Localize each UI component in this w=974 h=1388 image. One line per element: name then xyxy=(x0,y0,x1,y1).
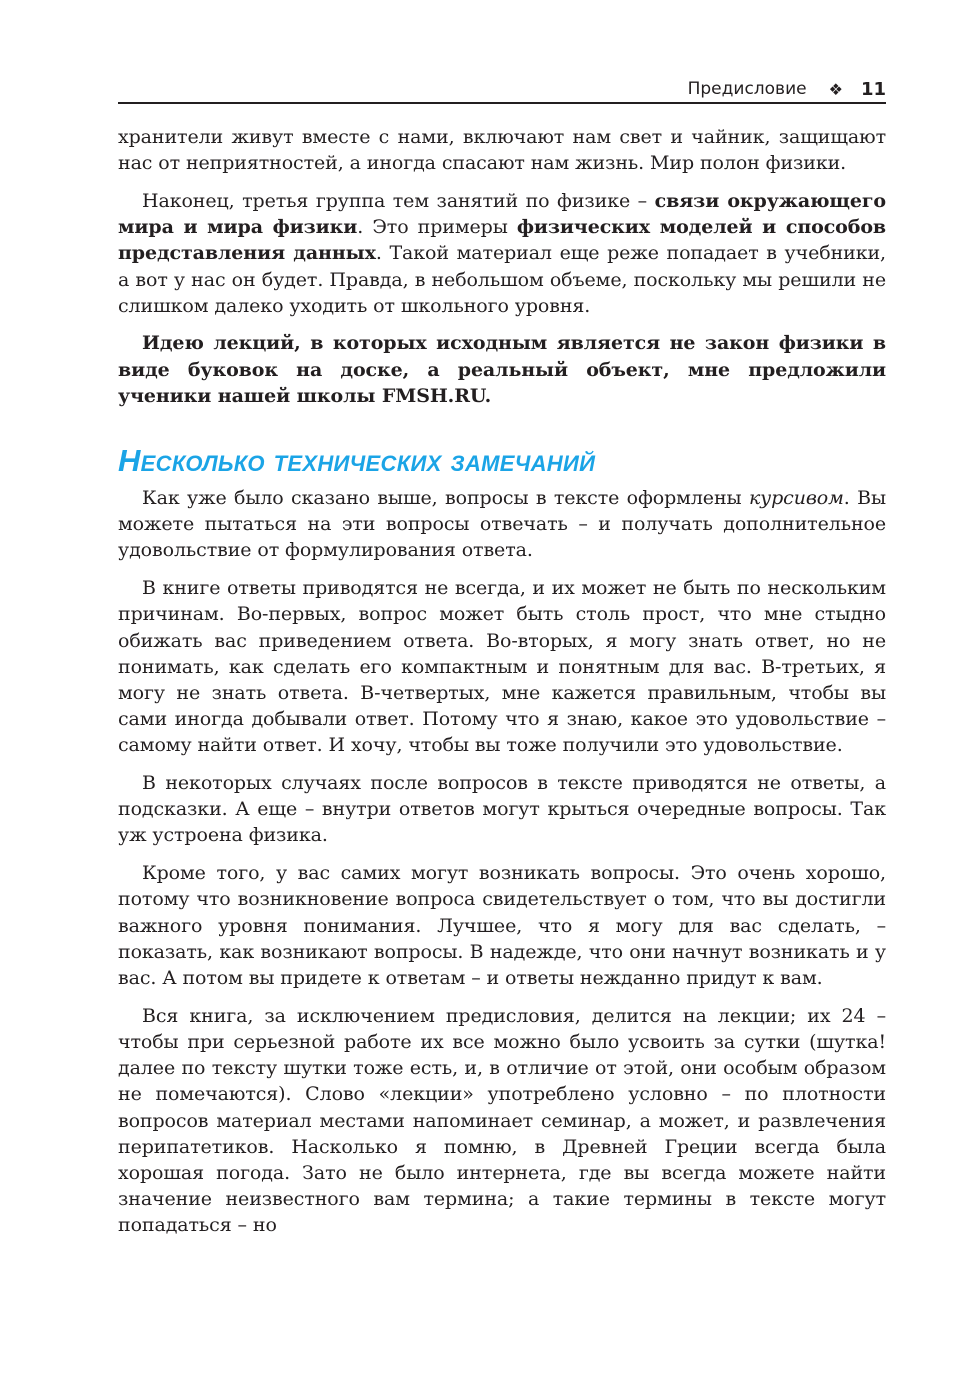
section-title: Предисловие xyxy=(687,79,807,99)
italic-text: курсивом xyxy=(748,487,844,510)
section-heading: Несколько технических замечаний xyxy=(118,443,596,479)
bold-text: связи окружающего мира и мира физики xyxy=(118,189,886,239)
running-header xyxy=(118,76,886,104)
text-run: . Это примеры xyxy=(357,216,517,239)
page-body xyxy=(118,124,886,1250)
text-run: . Вы можете пытаться на эти вопросы отвечать – и получать дополнительное удовольствие от формулирования ответа. xyxy=(118,487,887,562)
paragraph xyxy=(118,330,886,409)
text-run: хранители живут вместе с нами, включают нам свет и чайник, защищают нас от неприятностей, а иногда спасают нам жизнь. Мир полон физики. xyxy=(118,126,886,175)
text-run: В книге ответы приводятся не всегда, и их может не быть по нескольким причинам. Во-первых, вопрос может быть столь прост, что мне стыдно обижать вас приведением ответа. Во-вторых, я могу знать ответ, но не понимать, как сделать его компактным и понятным для вас. В-третьих, я могу не знать ответа. В-четвертых, мне кажется правильным, чтобы вы сами иногда добывали ответ. Потому что я знаю, какое это удовольствие – самому найти ответ. И хочу, чтобы вы тоже получили это удовольствие. xyxy=(118,577,886,757)
paragraph xyxy=(118,770,886,849)
text-run: В некоторых случаях после вопросов в тексте приводятся не ответы, а подсказки. А еще – внутри ответов могут крыться очередные вопросы. Так уж устроена физика. xyxy=(118,772,886,847)
text-run: . Такой материал еще реже попадает в учебники, а вот у нас он будет. Правда, в небольшом объеме, поскольку мы решили не слишком далеко уходить от школьного уровня. xyxy=(118,242,886,317)
paragraph xyxy=(118,860,886,991)
text-run: Наконец, третья группа тем занятий по физике – xyxy=(142,189,655,212)
ornament-icon: ❖ xyxy=(828,79,843,99)
bold-text: Идею лекций, в которых исходным является не закон физики в виде буковок на доске, а реальный объект, мне предложили ученики нашей школы FMSH.RU. xyxy=(118,332,886,407)
paragraph xyxy=(118,188,886,319)
page-number: 11 xyxy=(860,78,886,100)
bold-text: физических моделей и способов представления данных xyxy=(118,216,887,265)
paragraph xyxy=(118,124,886,176)
paragraph xyxy=(118,1003,886,1239)
paragraph xyxy=(118,485,886,564)
text-run: Кроме того, у вас самих могут возникать вопросы. Это очень хорошо, потому что возникновение вопроса свидетельствует о том, что вы достигли важного уровня понимания. Лучшее, что я могу для вас сделать, – показать, как возникают вопросы. В надежде, что они начнут возникать и у вас. А потом вы придете к ответам – и ответы нежданно придут к вам. xyxy=(118,862,886,989)
paragraph xyxy=(118,575,886,758)
text-run: Вся книга, за исключением предисловия, делится на лекции; их 24 – чтобы при серьезной работе их все можно было усвоить за сутки (шутка! далее по тексту шутки тоже есть, и, в отличие от этой, они особым образом не помечаются). Слово «лекции» употреблено условно – по плотности вопросов материал местами напоминает семинар, а может, и развлечения перипатетиков. Насколько я помню, в Древней Греции всегда была хорошая погода. Зато не было интернета, где вы всегда можете найти значение неизвестного вам термина; а такие термины в тексте могут попадаться – но xyxy=(118,1004,886,1237)
text-run: Как уже было сказано выше, вопросы в тексте оформлены xyxy=(142,487,749,510)
